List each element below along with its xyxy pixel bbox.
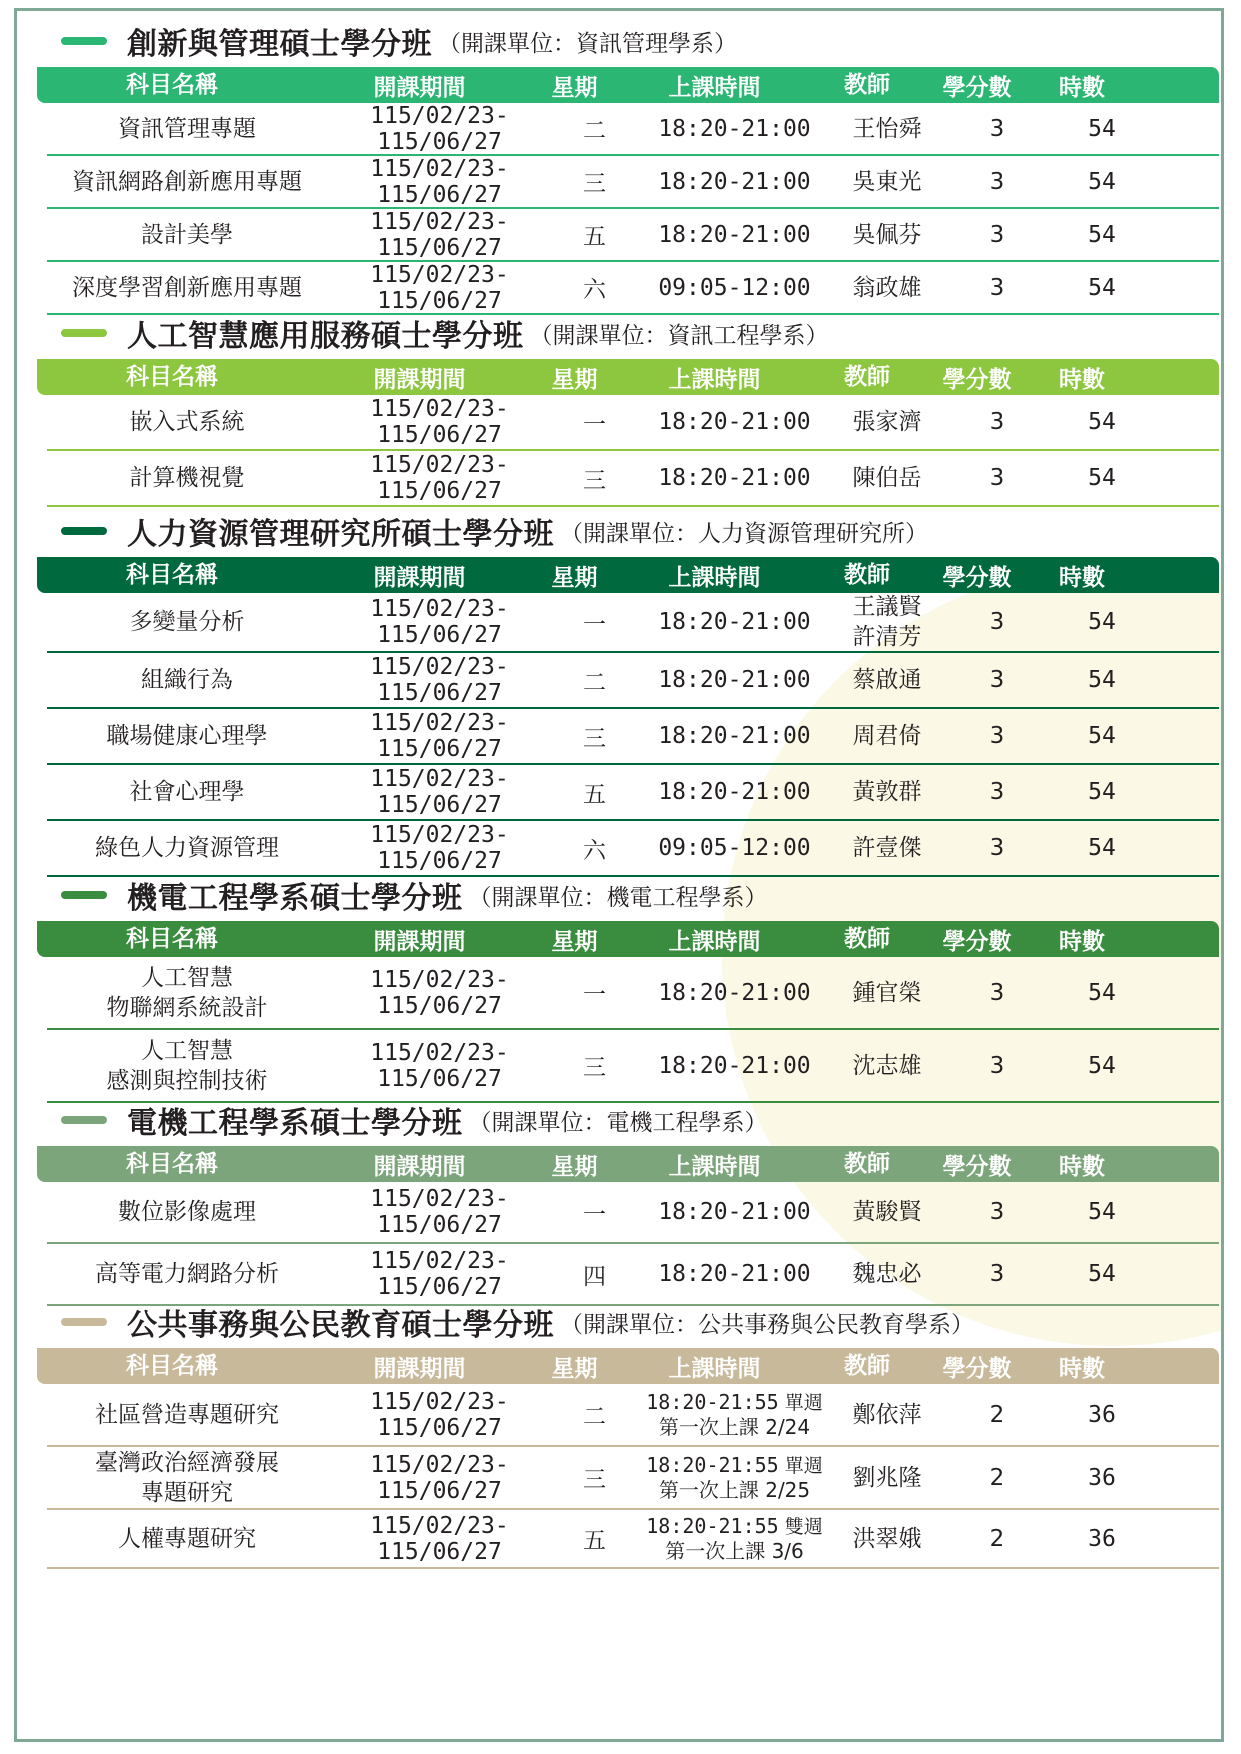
course-credits: 3 — [989, 168, 1005, 195]
course-time: 18:20-21:00 — [658, 1261, 811, 1287]
course-teacher — [832, 777, 942, 807]
course-name-line: 專題研究 — [141, 1479, 233, 1506]
course-name-line: 資訊管理專題 — [118, 115, 256, 142]
table-row — [47, 957, 1219, 1030]
header-period: 開課期間 — [373, 928, 466, 955]
course-period: 115/02/23-115/06/27 — [370, 1186, 509, 1238]
header-teacher: 教師 — [844, 926, 890, 952]
course-name — [47, 167, 327, 197]
teacher-name: 蔡啟通 — [852, 667, 922, 693]
course-credits: 2 — [989, 1464, 1005, 1491]
header-hours: 時數 — [1059, 74, 1105, 101]
course-time: 18:20-21:00 — [658, 1052, 811, 1079]
course-weekday: 五 — [583, 1528, 606, 1554]
course-time: 18:20-21:00 — [658, 667, 811, 693]
header-name: 科目名稱 — [126, 1353, 218, 1379]
section-name: 機電工程學系碩士學分班 — [127, 881, 463, 916]
table-row — [47, 593, 1219, 653]
course-time: 09:05-12:00 — [658, 835, 811, 861]
course-time: 18:20-21:00 — [658, 723, 811, 749]
course-hours: 54 — [1088, 667, 1116, 693]
table-header — [37, 1348, 1219, 1384]
table-header — [37, 921, 1219, 957]
course-time: 18:20-21:00 — [658, 465, 811, 491]
course-teacher — [832, 1400, 942, 1430]
course-weekday: 一 — [583, 611, 606, 638]
course-section — [27, 307, 1217, 507]
course-period: 115/02/23-115/06/27 — [370, 766, 509, 818]
course-teacher — [832, 721, 942, 751]
course-period: 115/02/23-115/06/27 — [370, 1039, 509, 1092]
course-teacher — [832, 1259, 942, 1289]
course-weekday: 六 — [583, 277, 606, 303]
course-weekday: 二 — [583, 1404, 606, 1430]
section-title — [27, 505, 1217, 557]
header-weekday: 星期 — [551, 74, 598, 101]
header-time: 上課時間 — [668, 564, 761, 591]
course-time-week-note: 雙週 — [784, 1516, 823, 1538]
teacher-name: 許壹傑 — [852, 835, 922, 861]
course-teacher — [832, 665, 942, 695]
course-weekday: 三 — [583, 1055, 606, 1081]
course-section — [27, 1296, 1217, 1569]
header-credits: 學分數 — [942, 564, 1012, 591]
course-first-class: 第一次上課 2/25 — [658, 1478, 811, 1502]
course-first-class: 第一次上課 2/24 — [658, 1415, 811, 1439]
teacher-name: 王議賢 — [852, 594, 922, 620]
header-weekday: 星期 — [551, 564, 598, 591]
course-time — [637, 1390, 832, 1439]
course-time-week-note: 單週 — [784, 1392, 823, 1414]
header-name: 科目名稱 — [126, 1151, 218, 1177]
course-weekday: 四 — [583, 1263, 606, 1290]
course-section — [27, 505, 1217, 877]
course-hours: 36 — [1088, 1525, 1116, 1552]
course-weekday: 二 — [583, 669, 606, 696]
header-name: 科目名稱 — [126, 926, 218, 952]
course-weekday: 三 — [583, 171, 606, 197]
header-teacher: 教師 — [844, 562, 890, 588]
course-name-line: 設計美學 — [141, 221, 233, 248]
course-name — [47, 777, 327, 807]
course-time-line — [637, 1453, 832, 1478]
course-name-line: 社會心理學 — [129, 779, 245, 805]
header-weekday: 星期 — [551, 928, 598, 955]
table-row — [47, 209, 1219, 262]
header-name: 科目名稱 — [126, 562, 218, 588]
course-teacher — [832, 1051, 942, 1081]
teacher-name: 沈志雄 — [852, 1052, 922, 1079]
course-time: 18:20-21:00 — [658, 979, 811, 1006]
course-name — [47, 463, 327, 493]
course-credits: 3 — [989, 835, 1005, 861]
course-hours: 54 — [1088, 1199, 1116, 1225]
header-period: 開課期間 — [373, 1355, 466, 1382]
course-name-line: 物聯網系統設計 — [106, 994, 268, 1021]
course-section — [27, 1094, 1217, 1306]
course-time: 09:05-12:00 — [658, 274, 811, 301]
teacher-name: 吳佩芬 — [852, 221, 922, 248]
course-name-line: 綠色人力資源管理 — [95, 835, 279, 861]
header-hours: 時數 — [1059, 564, 1105, 591]
course-time — [637, 1453, 832, 1502]
course-name — [47, 963, 327, 1023]
course-name — [47, 407, 327, 437]
table-row — [47, 156, 1219, 209]
course-period: 115/02/23-115/06/27 — [370, 102, 509, 155]
course-credits: 2 — [989, 1525, 1005, 1552]
course-name — [47, 114, 327, 144]
course-period: 115/02/23-115/06/27 — [370, 596, 509, 648]
course-time-week-note: 單週 — [784, 1455, 823, 1477]
teacher-name: 鍾官榮 — [852, 979, 922, 1006]
course-weekday: 一 — [583, 411, 606, 438]
course-hours: 54 — [1088, 1261, 1116, 1287]
course-credits: 3 — [989, 221, 1005, 248]
table-row — [47, 1030, 1219, 1103]
course-time-range: 18:20-21:55 — [646, 1453, 779, 1477]
course-credits: 3 — [989, 409, 1005, 435]
header-credits: 學分數 — [942, 1355, 1012, 1382]
course-time — [637, 1514, 832, 1563]
table-row — [47, 395, 1219, 451]
course-period: 115/02/23-115/06/27 — [370, 452, 509, 504]
course-weekday: 三 — [583, 725, 606, 752]
teacher-name: 翁政雄 — [852, 274, 922, 301]
teacher-name: 王怡舜 — [852, 115, 922, 142]
course-name — [47, 665, 327, 695]
course-credits: 2 — [989, 1401, 1005, 1428]
course-name-line: 資訊網路創新應用專題 — [72, 168, 302, 195]
course-name-line: 計算機視覺 — [129, 465, 245, 491]
course-weekday: 一 — [583, 982, 606, 1008]
course-time: 18:20-21:00 — [658, 221, 811, 248]
header-credits: 學分數 — [942, 74, 1012, 101]
header-time: 上課時間 — [668, 1355, 761, 1382]
course-teacher — [832, 978, 942, 1008]
teacher-name: 許清芳 — [852, 624, 922, 650]
course-teacher — [832, 407, 942, 437]
table-row — [47, 451, 1219, 507]
teacher-name: 鄭依萍 — [852, 1401, 922, 1428]
course-hours: 54 — [1088, 835, 1116, 861]
table-header — [37, 1146, 1219, 1182]
header-period: 開課期間 — [373, 74, 466, 101]
section-name: 電機工程學系碩士學分班 — [127, 1106, 463, 1141]
course-time-line — [637, 1514, 832, 1539]
header-time: 上課時間 — [668, 74, 761, 101]
section-title — [27, 15, 1217, 67]
page-frame — [14, 8, 1224, 1742]
header-name: 科目名稱 — [126, 72, 218, 98]
course-credits: 3 — [989, 274, 1005, 301]
course-credits: 3 — [989, 115, 1005, 142]
course-hours: 54 — [1088, 779, 1116, 805]
header-teacher: 教師 — [844, 72, 890, 98]
course-period: 115/02/23-115/06/27 — [370, 208, 509, 261]
course-name-line: 人工智慧 — [141, 964, 233, 991]
header-period: 開課期間 — [373, 1153, 466, 1180]
course-time-range: 18:20-21:55 — [646, 1514, 779, 1538]
course-time: 18:20-21:00 — [658, 115, 811, 142]
course-credits: 3 — [989, 723, 1005, 749]
course-credits: 3 — [989, 779, 1005, 805]
course-name — [47, 1400, 327, 1430]
header-name: 科目名稱 — [126, 364, 218, 390]
course-name — [47, 220, 327, 250]
teacher-name: 劉兆隆 — [852, 1464, 922, 1491]
course-weekday: 六 — [583, 837, 606, 864]
course-hours: 54 — [1088, 168, 1116, 195]
course-teacher — [832, 167, 942, 197]
course-weekday: 一 — [583, 1201, 606, 1228]
course-period: 115/02/23-115/06/27 — [370, 822, 509, 874]
course-weekday: 三 — [583, 467, 606, 494]
section-title — [27, 307, 1217, 359]
table-header — [37, 557, 1219, 593]
course-hours: 54 — [1088, 609, 1116, 635]
course-name — [47, 1197, 327, 1227]
course-hours: 54 — [1088, 979, 1116, 1006]
table-row — [47, 1182, 1219, 1244]
section-title — [27, 869, 1217, 921]
course-name-line: 人權專題研究 — [118, 1525, 256, 1552]
course-credits: 3 — [989, 1261, 1005, 1287]
course-teacher — [832, 592, 942, 652]
course-period: 115/02/23-115/06/27 — [370, 261, 509, 314]
teacher-name: 黃敦群 — [852, 779, 922, 805]
course-name-line: 深度學習創新應用專題 — [72, 274, 302, 301]
course-weekday: 三 — [583, 1467, 606, 1493]
course-hours: 54 — [1088, 409, 1116, 435]
course-weekday: 二 — [583, 118, 606, 144]
table-row — [47, 1447, 1219, 1510]
course-credits: 3 — [989, 1199, 1005, 1225]
course-hours: 54 — [1088, 115, 1116, 142]
teacher-name: 周君倚 — [852, 723, 922, 749]
course-name-line: 職場健康心理學 — [106, 723, 268, 749]
header-weekday: 星期 — [551, 366, 598, 393]
course-name — [47, 273, 327, 303]
course-time-range: 18:20-21:55 — [646, 1390, 779, 1414]
course-credits: 3 — [989, 1052, 1005, 1079]
course-time: 18:20-21:00 — [658, 168, 811, 195]
course-period: 115/02/23-115/06/27 — [370, 396, 509, 448]
course-weekday: 五 — [583, 224, 606, 250]
section-dash-marker — [61, 329, 107, 337]
course-teacher — [832, 114, 942, 144]
section-unit: （開課單位：電機工程學系） — [468, 1109, 768, 1136]
header-period: 開課期間 — [373, 366, 466, 393]
teacher-name: 魏忠必 — [852, 1261, 922, 1287]
section-name: 人力資源管理研究所碩士學分班 — [127, 517, 554, 552]
course-hours: 36 — [1088, 1464, 1116, 1491]
section-unit: （開課單位：資訊工程學系） — [529, 322, 829, 349]
course-name — [47, 1524, 327, 1554]
course-section — [27, 869, 1217, 1103]
course-section — [27, 15, 1217, 315]
section-unit: （開課單位：人力資源管理研究所） — [560, 520, 928, 547]
table-row — [47, 765, 1219, 821]
course-time: 18:20-21:00 — [658, 1199, 811, 1225]
course-period: 115/02/23-115/06/27 — [370, 155, 509, 208]
course-name — [47, 721, 327, 751]
course-name-line: 多變量分析 — [129, 609, 245, 635]
teacher-name: 黃駿賢 — [852, 1199, 922, 1225]
header-teacher: 教師 — [844, 1353, 890, 1379]
course-period: 115/02/23-115/06/27 — [370, 1248, 509, 1300]
section-name: 創新與管理碩士學分班 — [127, 27, 432, 62]
course-teacher — [832, 273, 942, 303]
teacher-name: 洪翠娥 — [852, 1525, 922, 1552]
table-header — [37, 67, 1219, 103]
table-row — [47, 653, 1219, 709]
course-name-line: 人工智慧 — [141, 1037, 233, 1064]
course-hours: 36 — [1088, 1401, 1116, 1428]
course-credits: 3 — [989, 667, 1005, 693]
header-hours: 時數 — [1059, 1355, 1105, 1382]
course-name-line: 數位影像處理 — [118, 1199, 256, 1225]
header-teacher: 教師 — [844, 364, 890, 390]
course-teacher — [832, 463, 942, 493]
course-name-line: 高等電力網路分析 — [95, 1261, 279, 1287]
course-hours: 54 — [1088, 274, 1116, 301]
course-time: 18:20-21:00 — [658, 409, 811, 435]
teacher-name: 張家濟 — [852, 409, 922, 435]
course-teacher — [832, 1463, 942, 1493]
section-title — [27, 1296, 1217, 1348]
course-name-line: 嵌入式系統 — [129, 409, 245, 435]
course-teacher — [832, 220, 942, 250]
course-weekday: 五 — [583, 781, 606, 808]
course-name-line: 社區營造專題研究 — [95, 1401, 279, 1428]
header-time: 上課時間 — [668, 928, 761, 955]
table-row — [47, 103, 1219, 156]
header-hours: 時數 — [1059, 366, 1105, 393]
teacher-name: 陳伯岳 — [852, 465, 922, 491]
course-period: 115/02/23-115/06/27 — [370, 966, 509, 1019]
header-period: 開課期間 — [373, 564, 466, 591]
header-teacher: 教師 — [844, 1151, 890, 1177]
course-name — [47, 833, 327, 863]
table-row — [47, 709, 1219, 765]
section-name: 公共事務與公民教育碩士學分班 — [127, 1308, 554, 1343]
course-time: 18:20-21:00 — [658, 609, 811, 635]
course-teacher — [832, 1524, 942, 1554]
course-name-line: 臺灣政治經濟發展 — [95, 1449, 279, 1476]
teacher-name: 吳東光 — [852, 168, 922, 195]
course-first-class: 第一次上課 3/6 — [665, 1539, 804, 1563]
course-credits: 3 — [989, 609, 1005, 635]
header-credits: 學分數 — [942, 366, 1012, 393]
course-hours: 54 — [1088, 221, 1116, 248]
course-name — [47, 1448, 327, 1508]
header-time: 上課時間 — [668, 366, 761, 393]
header-weekday: 星期 — [551, 1355, 598, 1382]
course-period: 115/02/23-115/06/27 — [370, 1512, 509, 1565]
course-hours: 54 — [1088, 1052, 1116, 1079]
section-unit: （開課單位：公共事務與公民教育學系） — [560, 1311, 974, 1338]
header-credits: 學分數 — [942, 1153, 1012, 1180]
section-dash-marker — [61, 891, 107, 899]
table-row — [47, 1510, 1219, 1569]
course-time-line — [637, 1390, 832, 1415]
course-teacher — [832, 1197, 942, 1227]
section-unit: （開課單位：資訊管理學系） — [438, 30, 737, 57]
header-credits: 學分數 — [942, 928, 1012, 955]
course-name-line: 組織行為 — [141, 667, 233, 693]
section-dash-marker — [61, 37, 107, 45]
course-credits: 3 — [989, 465, 1005, 491]
header-weekday: 星期 — [551, 1153, 598, 1180]
section-title — [27, 1094, 1217, 1146]
course-credits: 3 — [989, 979, 1005, 1006]
course-name-line: 感測與控制技術 — [106, 1067, 268, 1094]
header-time: 上課時間 — [668, 1153, 761, 1180]
header-hours: 時數 — [1059, 928, 1105, 955]
course-teacher — [832, 833, 942, 863]
table-header — [37, 359, 1219, 395]
course-period: 115/02/23-115/06/27 — [370, 710, 509, 762]
table-row — [47, 1384, 1219, 1447]
course-hours: 54 — [1088, 723, 1116, 749]
course-name — [47, 1259, 327, 1289]
section-dash-marker — [61, 1318, 107, 1326]
course-period: 115/02/23-115/06/27 — [370, 1388, 509, 1441]
course-period: 115/02/23-115/06/27 — [370, 654, 509, 706]
section-dash-marker — [61, 1116, 107, 1124]
course-period: 115/02/23-115/06/27 — [370, 1451, 509, 1504]
course-name — [47, 1036, 327, 1096]
section-dash-marker — [61, 527, 107, 535]
course-hours: 54 — [1088, 465, 1116, 491]
section-name: 人工智慧應用服務碩士學分班 — [127, 319, 524, 354]
course-name — [47, 607, 327, 637]
header-hours: 時數 — [1059, 1153, 1105, 1180]
course-time: 18:20-21:00 — [658, 779, 811, 805]
section-unit: （開課單位：機電工程學系） — [468, 884, 768, 911]
